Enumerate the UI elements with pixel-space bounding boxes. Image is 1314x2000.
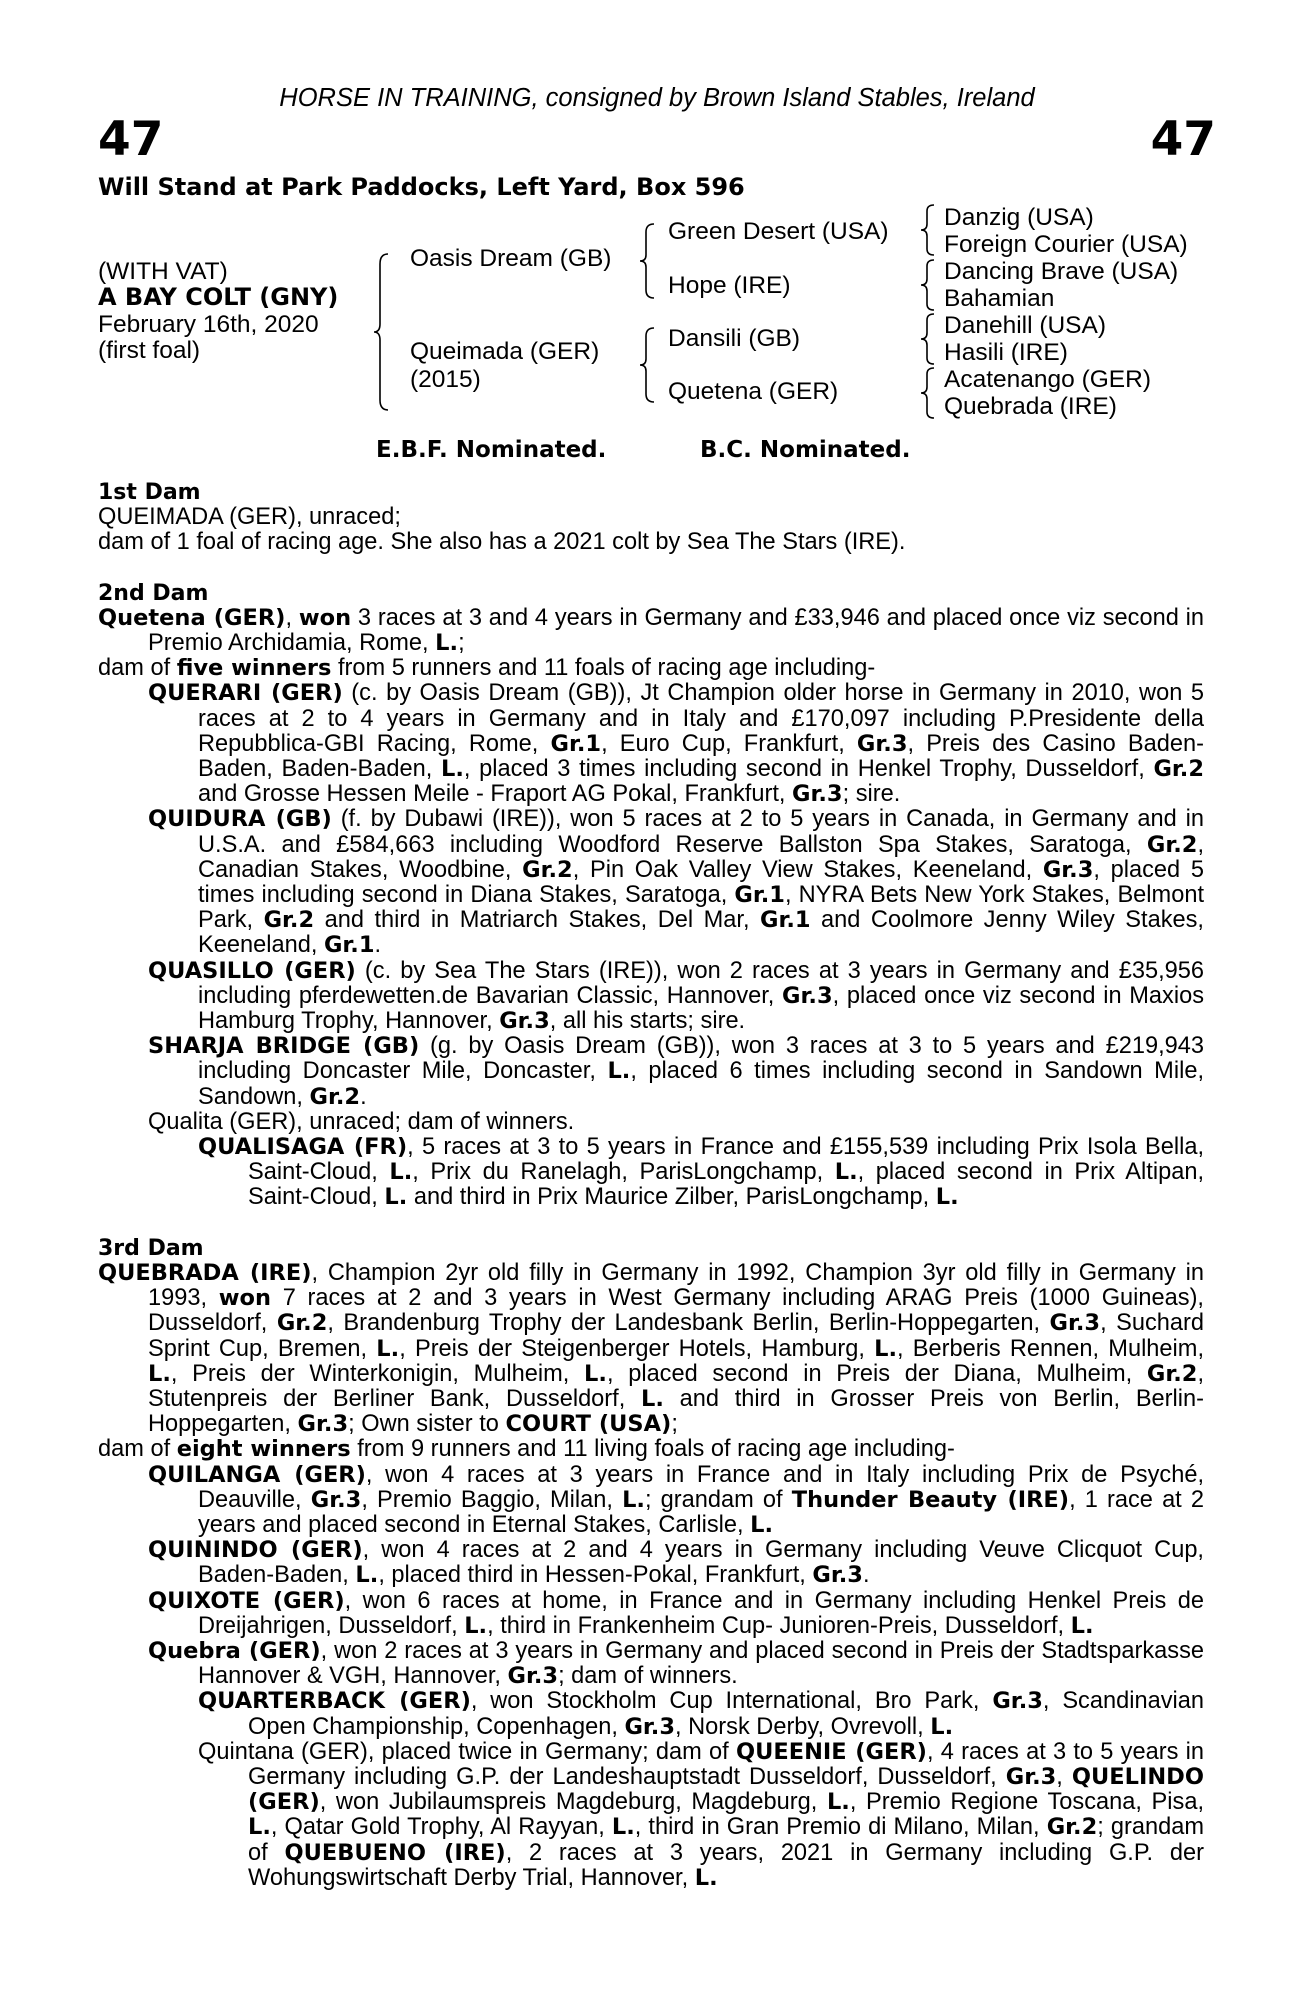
third-dam-record (98, 1261, 1204, 1437)
produce-quilanga (98, 1463, 1204, 1539)
text-run: ; grandam of (248, 1814, 1204, 1866)
text-run: ; Own sister to (348, 1411, 506, 1438)
lot-number-right: 47 (1150, 112, 1216, 167)
bold-run: QUILANGA (GER) (148, 1461, 366, 1488)
bold-run: Gr.3 (1005, 1763, 1057, 1790)
text-run: , Brandenburg Trophy der Landesbank Berlin, Berlin-Hoppegarten, (327, 1310, 1050, 1337)
pedigree-bracket-dd (918, 366, 936, 420)
text-run: , placed 5 times including second in Diana Stakes, Saratoga, (198, 856, 1204, 909)
dam-dam: Quetena (GER) (668, 378, 839, 405)
bold-run: L. (750, 1511, 774, 1538)
text-run: , won 2 races at 3 years in Germany and placed second in Preis der Stadtsparkasse Hannover & VGH, Hannover, (198, 1637, 1205, 1690)
text-run: . (862, 1562, 870, 1589)
text-run: , Berberis Rennen, Mulheim, (897, 1335, 1205, 1362)
bold-run: QUEBRADA (IRE) (98, 1259, 312, 1286)
text-run: , Premio Baggio, Milan, (361, 1486, 623, 1513)
bold-run: eight winners (176, 1436, 351, 1463)
bold-run: QUININDO (GER) (148, 1537, 363, 1564)
text-run: dam of (98, 655, 177, 682)
bold-run: Gr.3 (1042, 856, 1094, 883)
text-run: , 2 races at 3 years, 2021 in Germany including G.P. der Wohungswirtschaft Derby Trial, Hannover, (248, 1839, 1205, 1891)
produce-quarterback (98, 1689, 1204, 1739)
text-run: , Prix du Ranelagh, ParisLongchamp, (412, 1159, 835, 1186)
pedigree-bracket-dam (638, 326, 656, 404)
bold-run: L. (440, 756, 464, 783)
bold-run: L. (464, 1612, 488, 1639)
text-run: , won 6 races at home, in France and in Germany including Henkel Preis de Dreijahrigen, Dusseldorf, (198, 1587, 1204, 1639)
text-run: (c. by Oasis Dream (GB)), Jt Champion older horse in Germany in 2010, won 5 races at 2 to 4 years in Germany and in Italy and £170,097 including P.Presidente della Repubblica-GBI Racing, Rome, (198, 680, 1204, 757)
bold-run: L. (248, 1814, 271, 1841)
bold-run: L. (584, 1360, 607, 1387)
pedigree-bracket-sire (638, 222, 656, 300)
text-run: , Pin Oak Valley View Stakes, Keeneland, (572, 856, 1043, 883)
text-run: Quintana (GER), placed twice in Germany; dam of (198, 1738, 736, 1765)
third-dam-heading: 3rd Dam (98, 1235, 204, 1261)
bold-run: L. (874, 1335, 898, 1362)
bold-run: SHARJA BRIDGE (GB) (148, 1033, 420, 1060)
sire-sire: Green Desert (USA) (668, 218, 889, 245)
sire-name: Oasis Dream (GB) (410, 245, 612, 272)
pedigree-bracket-ds (918, 312, 936, 366)
bold-run: Gr.2 (1146, 831, 1198, 858)
bc-nomination: B.C. Nominated. (700, 437, 911, 463)
text-run: and third in Grosser Preis von Berlin, Berlin-Hoppegarten, (148, 1385, 1204, 1438)
produce-quasillo (98, 959, 1204, 1035)
second-dam-record (98, 606, 1204, 656)
text-run: , Suchard Sprint Cup, Bremen, (148, 1310, 1204, 1362)
bold-run: Gr.2 (1153, 756, 1204, 783)
bold-run: Quetena (GER) (98, 604, 286, 631)
bold-run: L. (389, 1159, 413, 1186)
bold-run: Gr.1 (760, 907, 811, 934)
text-run: , 5 races at 3 to 5 years in France and £155,539 including Prix Isola Bella, Saint-Cloud, (248, 1134, 1204, 1186)
foaling-date: February 16th, 2020 (98, 311, 319, 338)
sd-dam: Bahamian (944, 285, 1055, 312)
bold-run: L. (1070, 1612, 1094, 1639)
text-run: , (1056, 1763, 1072, 1790)
foal-note: (first foal) (98, 337, 201, 364)
bold-run: Gr.3 (624, 1713, 676, 1740)
text-run: dam of (98, 1436, 177, 1463)
bold-run: five winners (176, 655, 332, 682)
bold-run: Gr.3 (792, 781, 843, 808)
first-dam-line-2: dam of 1 foal of racing age. She also has a 2021 colt by Sea The Stars (IRE). (98, 529, 906, 556)
bold-run: QUARTERBACK (GER) (198, 1688, 471, 1715)
text-run: and third in Matriarch Stakes, Del Mar, (314, 907, 760, 934)
text-run: ; (458, 630, 465, 657)
produce-quinindo (98, 1538, 1204, 1588)
text-run: ; sire. (842, 781, 901, 808)
bold-run: Gr.3 (297, 1411, 349, 1438)
bold-run: L. (376, 1335, 400, 1362)
text-run: , (285, 604, 299, 631)
text-run: , Champion 2yr old filly in Germany in 1992, Champion 3yr old filly in Germany in 1993, (148, 1259, 1204, 1312)
sire-dam: Hope (IRE) (668, 272, 791, 299)
second-dam-heading: 2nd Dam (98, 580, 209, 606)
text-run: Qualita (GER), unraced; dam of winners. (148, 1108, 575, 1135)
bold-run: Gr.1 (734, 882, 785, 909)
text-run: , won Stockholm Cup International, Bro Park, (470, 1688, 993, 1715)
text-run: from 9 runners and 11 living foals of racing age including- (350, 1436, 955, 1463)
text-run: ; grandam of (644, 1486, 792, 1513)
bold-run: QUEBUENO (IRE) (284, 1839, 506, 1866)
text-run: , placed 6 times including second in Sandown Mile, Sandown, (198, 1058, 1204, 1110)
bold-run: QUELINDO (GER) (248, 1763, 1204, 1816)
bold-run: Gr.3 (1049, 1310, 1101, 1337)
dd-sire: Acatenango (GER) (944, 366, 1151, 393)
produce-quintana (98, 1740, 1204, 1891)
bold-run: Gr.2 (276, 1310, 328, 1337)
text-run: , Euro Cup, Frankfurt, (601, 730, 857, 757)
produce-qualita (98, 1110, 1204, 1135)
produce-qualisaga (98, 1135, 1204, 1211)
produce-quidura (98, 807, 1204, 958)
bold-run: L. (930, 1713, 954, 1740)
text-run: , 4 races at 3 to 5 years in Germany including G.P. der Landeshauptstadt Dusseldorf, Dusseldorf, (248, 1738, 1204, 1790)
bold-run: Gr.1 (323, 932, 375, 959)
text-run: , placed 3 times including second in Henkel Trophy, Dusseldorf, (463, 756, 1154, 783)
text-run: and third in Prix Maurice Zilber, ParisLongchamp, (407, 1184, 936, 1211)
pedigree-bracket-main (372, 252, 390, 412)
text-run: 7 races at 2 and 3 years in West Germany including ARAG Preis (1000 Guineas), Dusseldorf, (148, 1285, 1204, 1337)
bold-run: L. (935, 1184, 959, 1211)
dam-sire: Dansili (GB) (668, 325, 801, 352)
sd-sire: Dancing Brave (USA) (944, 258, 1179, 285)
text-run: , placed second in Prix Altipan, Saint-Cloud, (248, 1159, 1205, 1211)
produce-quixote (98, 1589, 1204, 1639)
bold-run: Gr.3 (310, 1486, 362, 1513)
consignment-header: HORSE IN TRAINING, consigned by Brown Island Stables, Ireland (279, 84, 1035, 112)
bold-run: L. (694, 1864, 718, 1891)
text-run: and Coolmore Jenny Wiley Stakes, Keeneland, (198, 907, 1204, 959)
text-run: 3 races at 3 and 4 years in Germany and £33,946 and placed once viz second in Premio Archidamia, Rome, (148, 604, 1205, 657)
bold-run: L. (826, 1789, 850, 1816)
bold-run: L. (622, 1486, 645, 1513)
text-run: (f. by Dubawi (IRE)), won 5 races at 2 to 5 years in Canada, in Germany and in U.S.A. and £584,663 including Woodford Reserve Ballston Spa Stakes, Saratoga, (198, 806, 1204, 858)
bold-run: Gr.2 (309, 1083, 361, 1110)
bold-run: L. (148, 1360, 171, 1387)
bold-run: L. (607, 1058, 631, 1085)
text-run: ; dam of winners. (558, 1663, 738, 1690)
bold-run: Gr.3 (812, 1562, 863, 1589)
text-run: (g. by Oasis Dream (GB)), won 3 races at 3 to 5 years and £219,943 including Doncaster Mile, Doncaster, (198, 1033, 1204, 1085)
bold-run: L. (384, 1184, 408, 1211)
third-dam-produce-summary (98, 1437, 1204, 1462)
vat-note: (WITH VAT) (98, 258, 228, 285)
ss-dam: Foreign Courier (USA) (944, 231, 1188, 258)
bold-run: Gr.3 (499, 1008, 550, 1035)
text-run: , won 4 races at 2 and 4 years in Germany including Veuve Clicquot Cup, Baden-Baden, (198, 1537, 1204, 1589)
text-run: , NYRA Bets New York Stakes, Belmont Park, (198, 882, 1204, 934)
text-run: , placed second in Preis der Diana, Mulheim, (606, 1360, 1147, 1387)
text-run: , Norsk Derby, Ovrevoll, (675, 1713, 931, 1740)
text-run: . (374, 932, 382, 959)
bold-run: COURT (USA) (505, 1411, 672, 1438)
text-run: , Qatar Gold Trophy, Al Rayyan, (270, 1814, 612, 1841)
bold-run: QUEENIE (GER) (735, 1738, 927, 1765)
text-run: , placed third in Hessen-Pokal, Frankfurt, (378, 1562, 813, 1589)
text-run: , all his starts; sire. (549, 1008, 746, 1035)
bold-run: QUALISAGA (FR) (198, 1134, 408, 1161)
dd-dam: Quebrada (IRE) (944, 393, 1117, 420)
bold-run: QUERARI (GER) (148, 680, 343, 707)
bold-run: Thunder Beauty (IRE) (791, 1486, 1070, 1513)
dam-year: (2015) (410, 366, 481, 393)
bold-run: QUIDURA (GB) (148, 806, 332, 833)
text-run: , 1 race at 2 years and placed second in Eternal Stakes, Carlisle, (198, 1486, 1204, 1538)
first-dam-line-1: QUEIMADA (GER), unraced; (98, 504, 401, 531)
bold-run: L. (355, 1562, 379, 1589)
produce-quebra (98, 1639, 1204, 1689)
text-run: , third in Gran Premio di Milano, Milan, (634, 1814, 1047, 1841)
text-run: , Preis des Casino Baden-Baden, Baden-Baden, (198, 730, 1204, 783)
first-dam-heading: 1st Dam (98, 480, 201, 505)
bold-run: QUASILLO (GER) (148, 957, 356, 984)
text-run: , Premio Regione Toscana, Pisa, (849, 1789, 1204, 1816)
horse-name: A BAY COLT (GNY) (98, 283, 339, 311)
text-run: from 5 runners and 11 foals of racing age including- (331, 655, 876, 682)
bold-run: Gr.2 (1146, 1360, 1198, 1387)
ds-sire: Danehill (USA) (944, 312, 1107, 339)
text-run: , placed once viz second in Maxios Hamburg Trophy, Hannover, (198, 982, 1204, 1035)
text-run: ; (671, 1411, 678, 1438)
bold-run: QUIXOTE (GER) (148, 1587, 345, 1614)
text-run: , Preis der Winterkonigin, Mulheim, (170, 1360, 585, 1387)
produce-querari (98, 681, 1204, 807)
ds-dam: Hasili (IRE) (944, 339, 1068, 366)
text-run: , won Jubilaumspreis Magdeburg, Magdeburg, (319, 1789, 827, 1816)
bold-run: L. (611, 1814, 635, 1841)
pedigree-bracket-ss (918, 203, 936, 257)
bold-run: Gr.1 (550, 730, 602, 757)
text-run: , won 4 races at 3 years in France and in Italy including Prix de Psyché, Deauville, (198, 1461, 1204, 1513)
ebf-nomination: E.B.F. Nominated. (376, 437, 607, 463)
catalogue-body (98, 480, 1204, 1891)
bold-run: Gr.2 (522, 856, 573, 883)
pedigree-bracket-sd (918, 258, 936, 312)
ss-sire: Danzig (USA) (944, 204, 1094, 231)
dam-name: Queimada (GER) (410, 338, 600, 365)
bold-run: L. (435, 630, 459, 657)
bold-run: Gr.3 (856, 730, 908, 757)
bold-run: L. (641, 1385, 664, 1412)
text-run: , Canadian Stakes, Woodbine, (198, 831, 1204, 883)
bold-run: Gr.3 (782, 982, 833, 1009)
bold-run: Gr.3 (507, 1663, 559, 1690)
bold-run: Gr.3 (992, 1688, 1043, 1715)
text-run: , Scandinavian Open Championship, Copenhagen, (248, 1688, 1204, 1740)
stand-location: Will Stand at Park Paddocks, Left Yard, Box 596 (98, 173, 745, 201)
second-dam-produce-summary (98, 656, 1204, 681)
text-run: , Stutenpreis der Berliner Bank, Dusseldorf, (148, 1360, 1205, 1412)
bold-run: won (298, 604, 352, 631)
bold-run: won (218, 1285, 272, 1312)
bold-run: Quebra (GER) (148, 1637, 321, 1664)
bold-run: Gr.2 (1046, 1814, 1098, 1841)
produce-sharja-bridge (98, 1034, 1204, 1110)
text-run: (c. by Sea The Stars (IRE)), won 2 races at 3 years in Germany and £35,956 including pferdewetten.de Bavarian Classic, Hannover, (198, 957, 1204, 1009)
text-run: . (360, 1083, 367, 1110)
text-run: , third in Frankenheim Cup- Junioren-Preis, Dusseldorf, (487, 1612, 1071, 1639)
text-run: and Grosse Hessen Meile - Fraport AG Pokal, Frankfurt, (198, 781, 793, 808)
text-run: , Preis der Steigenberger Hotels, Hamburg, (399, 1335, 875, 1362)
bold-run: Gr.2 (263, 907, 315, 934)
lot-number-left: 47 (98, 112, 164, 167)
bold-run: L. (834, 1159, 858, 1186)
